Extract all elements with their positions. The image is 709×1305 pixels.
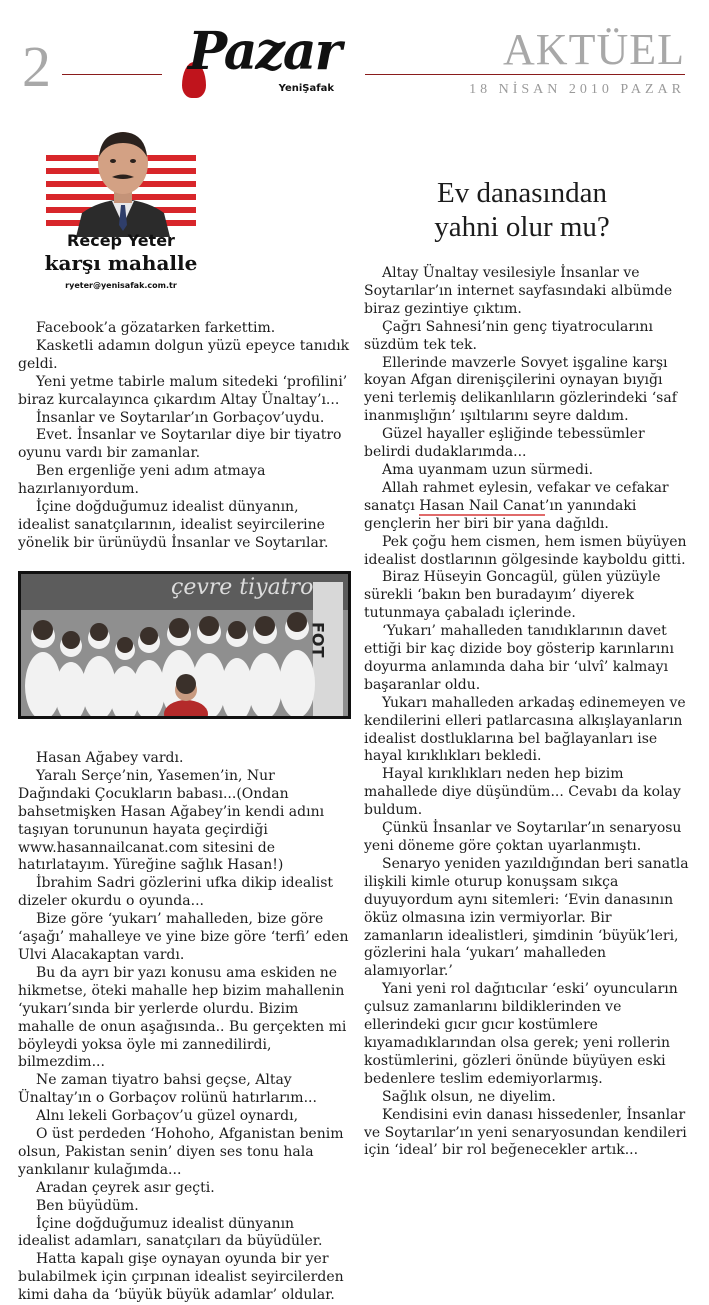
article-headline <box>372 176 672 244</box>
paragraph: Facebook’a gözatarken farkettim. <box>36 320 276 336</box>
paragraph: Evet. İnsanlar ve Soytarılar diye bir tiyatro oyunu vardı bir zamanlar. <box>18 427 342 462</box>
paragraph: Hasan Ağabey vardı. <box>36 750 184 766</box>
author-name: Recep Yeter <box>67 231 175 250</box>
paragraph: Ne zaman tiyatro bahsi geçse, Altay Ünaltay’ın o Gorbaçov rolünü hatırlarım... <box>18 1072 317 1107</box>
paragraph: Alnı lekeli Gorbaçov’u güzel oynardı, <box>36 1108 299 1125</box>
pazar-logo <box>180 22 340 102</box>
paragraph: Kendisini evin danası hissedenler, İnsanlar ve Soytarılar’ın yeni senaryosundan kendileri için ‘ideal’ bir rol beğenecekler artık... <box>364 1106 687 1159</box>
photo-side-text: FOT <box>308 622 328 658</box>
paragraph: Kasketli adamın dolgun yüzü epeyce tanıdık geldi. <box>18 337 350 372</box>
issue-date: 18 NİSAN 2010 PAZAR <box>469 82 685 97</box>
paragraph: İçine doğduğumuz idealist dünyanın, idealist sanatçılarının, idealist seyircilerine yönelik bir ürünüydü İnsanlar ve Soytarılar. <box>18 499 329 551</box>
column-name: karşı mahalle <box>44 251 198 275</box>
paragraph: Hayal kırıklıkları neden hep bizim mahallede diye düşündüm... Cevabı da kolay buldum. <box>364 766 681 819</box>
article-photo <box>18 571 351 719</box>
headline-line-2: yahni olur mu? <box>434 211 610 243</box>
section-title: AKTÜEL <box>503 25 685 74</box>
paragraph: Sağlık olsun, ne diyelim. <box>382 1088 556 1105</box>
column-left-bottom <box>18 750 350 1305</box>
paragraph: Güzel hayaller eşliğinde tebessümler belirdi dudaklarımda... <box>364 426 645 461</box>
author-email[interactable]: ryeter@yenisafak.com.tr <box>65 281 177 290</box>
paragraph: Ben ergenliğe yeni adım atmaya hazırlanıyordum. <box>18 463 266 498</box>
paragraph: Ama uyanmam uzun sürmedi. <box>382 461 594 478</box>
header-rule-right <box>365 74 685 75</box>
paragraph-allah <box>364 480 691 534</box>
author-box <box>18 125 224 303</box>
paragraph: Aradan çeyrek asır geçti. <box>36 1179 215 1196</box>
paragraph: O üst perdeden ‘Hohoho, Afganistan benim olsun, Pakistan senin’ diyen ses tonu hala yankılanır kulağımda... <box>18 1126 344 1178</box>
text-run: Allah rahmet eylesin, vefakar ve cefakar sanatçı <box>364 479 669 514</box>
paragraph: Yeni yetme tabirle malum sitedeki ‘profilini’ biraz kurcalayınca çıkardım Altay Ünaltay’ı... <box>18 373 348 408</box>
column-left-top <box>18 320 350 553</box>
paragraph: İnsanlar ve Soytarılar’ın Gorbaçov’uydu. <box>36 409 325 426</box>
logo-word: Pazar <box>188 21 341 82</box>
paragraph: Yani yeni rol dağıtıcılar ‘eski’ oyuncuların çulsuz zamanlarını bildiklerinden ve ellerindeki gıcır gıcır kostümlere kıyamadıklarından olsa gerek; yeni rollerin kostümlerini, gözleri önünde büyüyen eski bedenlere teslim edemiyorlarmış. <box>364 981 678 1087</box>
paragraph: Ellerinde mavzerle Sovyet işgaline karşı koyan Afgan direnişçilerini oynayan bıyığı yeni terlemiş delikanlıların gözlerindeki ‘saf inanmışlığın’ ışıltılarını seyre daldım. <box>364 354 677 425</box>
paragraph: Pek çoğu hem cismen, hem ismen büyüyen idealist dostlarının gölgesinde kayboldu gitti. <box>364 533 687 568</box>
header-rule-left <box>62 74 162 75</box>
highlighted-name: Hasan Nail Canat <box>419 497 545 514</box>
page-number: 2 <box>22 34 51 99</box>
column-right <box>364 265 691 1160</box>
paragraph: İbrahim Sadri gözlerini ufka dikip idealist dizeler okurdu o oyunda... <box>18 875 334 910</box>
paragraph: Altay Ünaltay vesilesiyle İnsanlar ve Soytarılar’ın internet sayfasındaki albümde biraz gezintiye çıktım. <box>364 265 673 317</box>
paragraph: Çünkü İnsanlar ve Soytarılar’ın senaryosu yeni döneme göre çoktan uyarlanmıştı. <box>364 820 682 854</box>
paragraph: İçine doğduğumuz idealist dünyanın idealist adamları, sanatçıları da büyüdüler. <box>18 1215 323 1250</box>
paragraph: Biraz Hüseyin Goncagül, gülen yüzüyle sürekli ‘bakın ben buradayım’ diyerek tutunmaya çabaladı içlerinde. <box>364 569 661 622</box>
paragraph: ‘Yukarı’ mahalleden tanıdıklarının davet ettiği bir kaç dizide boy gösterip karınlarını doyurma anlamında daha bir ‘ulvî’ kalmayı başaranlar oldu. <box>364 623 674 693</box>
paragraph: Bu da ayrı bir yazı konusu ama eskiden ne hikmetse, öteki mahalle hep bizim mahallenin ‘yukarı’sında bir yerlerde olurdu. Bizim mahalle de onun aşağısında.. Bu gerçekten mi böyleydi yoksa öyle mi zannedilirdi, bilmezdim... <box>18 964 347 1071</box>
photo-sign-text: çevre tiyatro <box>171 575 314 600</box>
paragraph: Çağrı Sahnesi’nin genç tiyatrocularını süzdüm tek tek. <box>364 318 653 353</box>
paragraph: Yukarı mahalleden arkadaş edinemeyen ve kendilerini elleri patlarcasına alkışlayanların idealist dostluklarına bel bağlayanları ise hayal kırıklıkları bekledi. <box>364 694 686 765</box>
paragraph: Yaralı Serçe’nin, Yasemen’in, Nur Dağındaki Çocukların babası...(Ondan bahsetmişken Hasan Ağabey’in kendi adını taşıyan torununun hayata geçirdiği www.hasannailcanat.com sitesini de hatırlatayım. Yüreğine sağlık Hasan!) <box>18 767 325 874</box>
paragraph: Hatta kapalı gişe oynayan oyunda bir yer bulabilmek için çırpınan idealist seyircilerden kimi daha da ‘büyük büyük adamlar’ oldular. <box>18 1251 344 1304</box>
paragraph: Senaryo yeniden yazıldığından beri sanatla ilişkili kimle oturup konuşsam sıkça duyuyordum aynı sitemleri: ‘Evin danasının öküz olmasına izin vermiyorlar. Bir zamanların idealistleri, şimdinin ‘büyük’leri, gözlerini hala ‘yukarı’ mahalleden alamıyorlar.’ <box>364 855 689 980</box>
text-run: ’ın yanındaki gençlerin her biri bir yana dağıldı. <box>364 497 637 532</box>
paragraph: Ben büyüdüm. <box>36 1197 139 1214</box>
paragraph: Bize göre ‘yukarı’ mahalleden, bize göre ‘aşağı’ mahalleye ve yine bize göre ‘terfi’ eden Ulvi Alacakaptan vardı. <box>18 911 349 963</box>
group-photo <box>21 574 348 716</box>
logo-subtext: YeniŞafak <box>278 83 334 94</box>
author-portrait <box>68 125 178 237</box>
headline-line-1: Ev danasından <box>437 177 607 209</box>
